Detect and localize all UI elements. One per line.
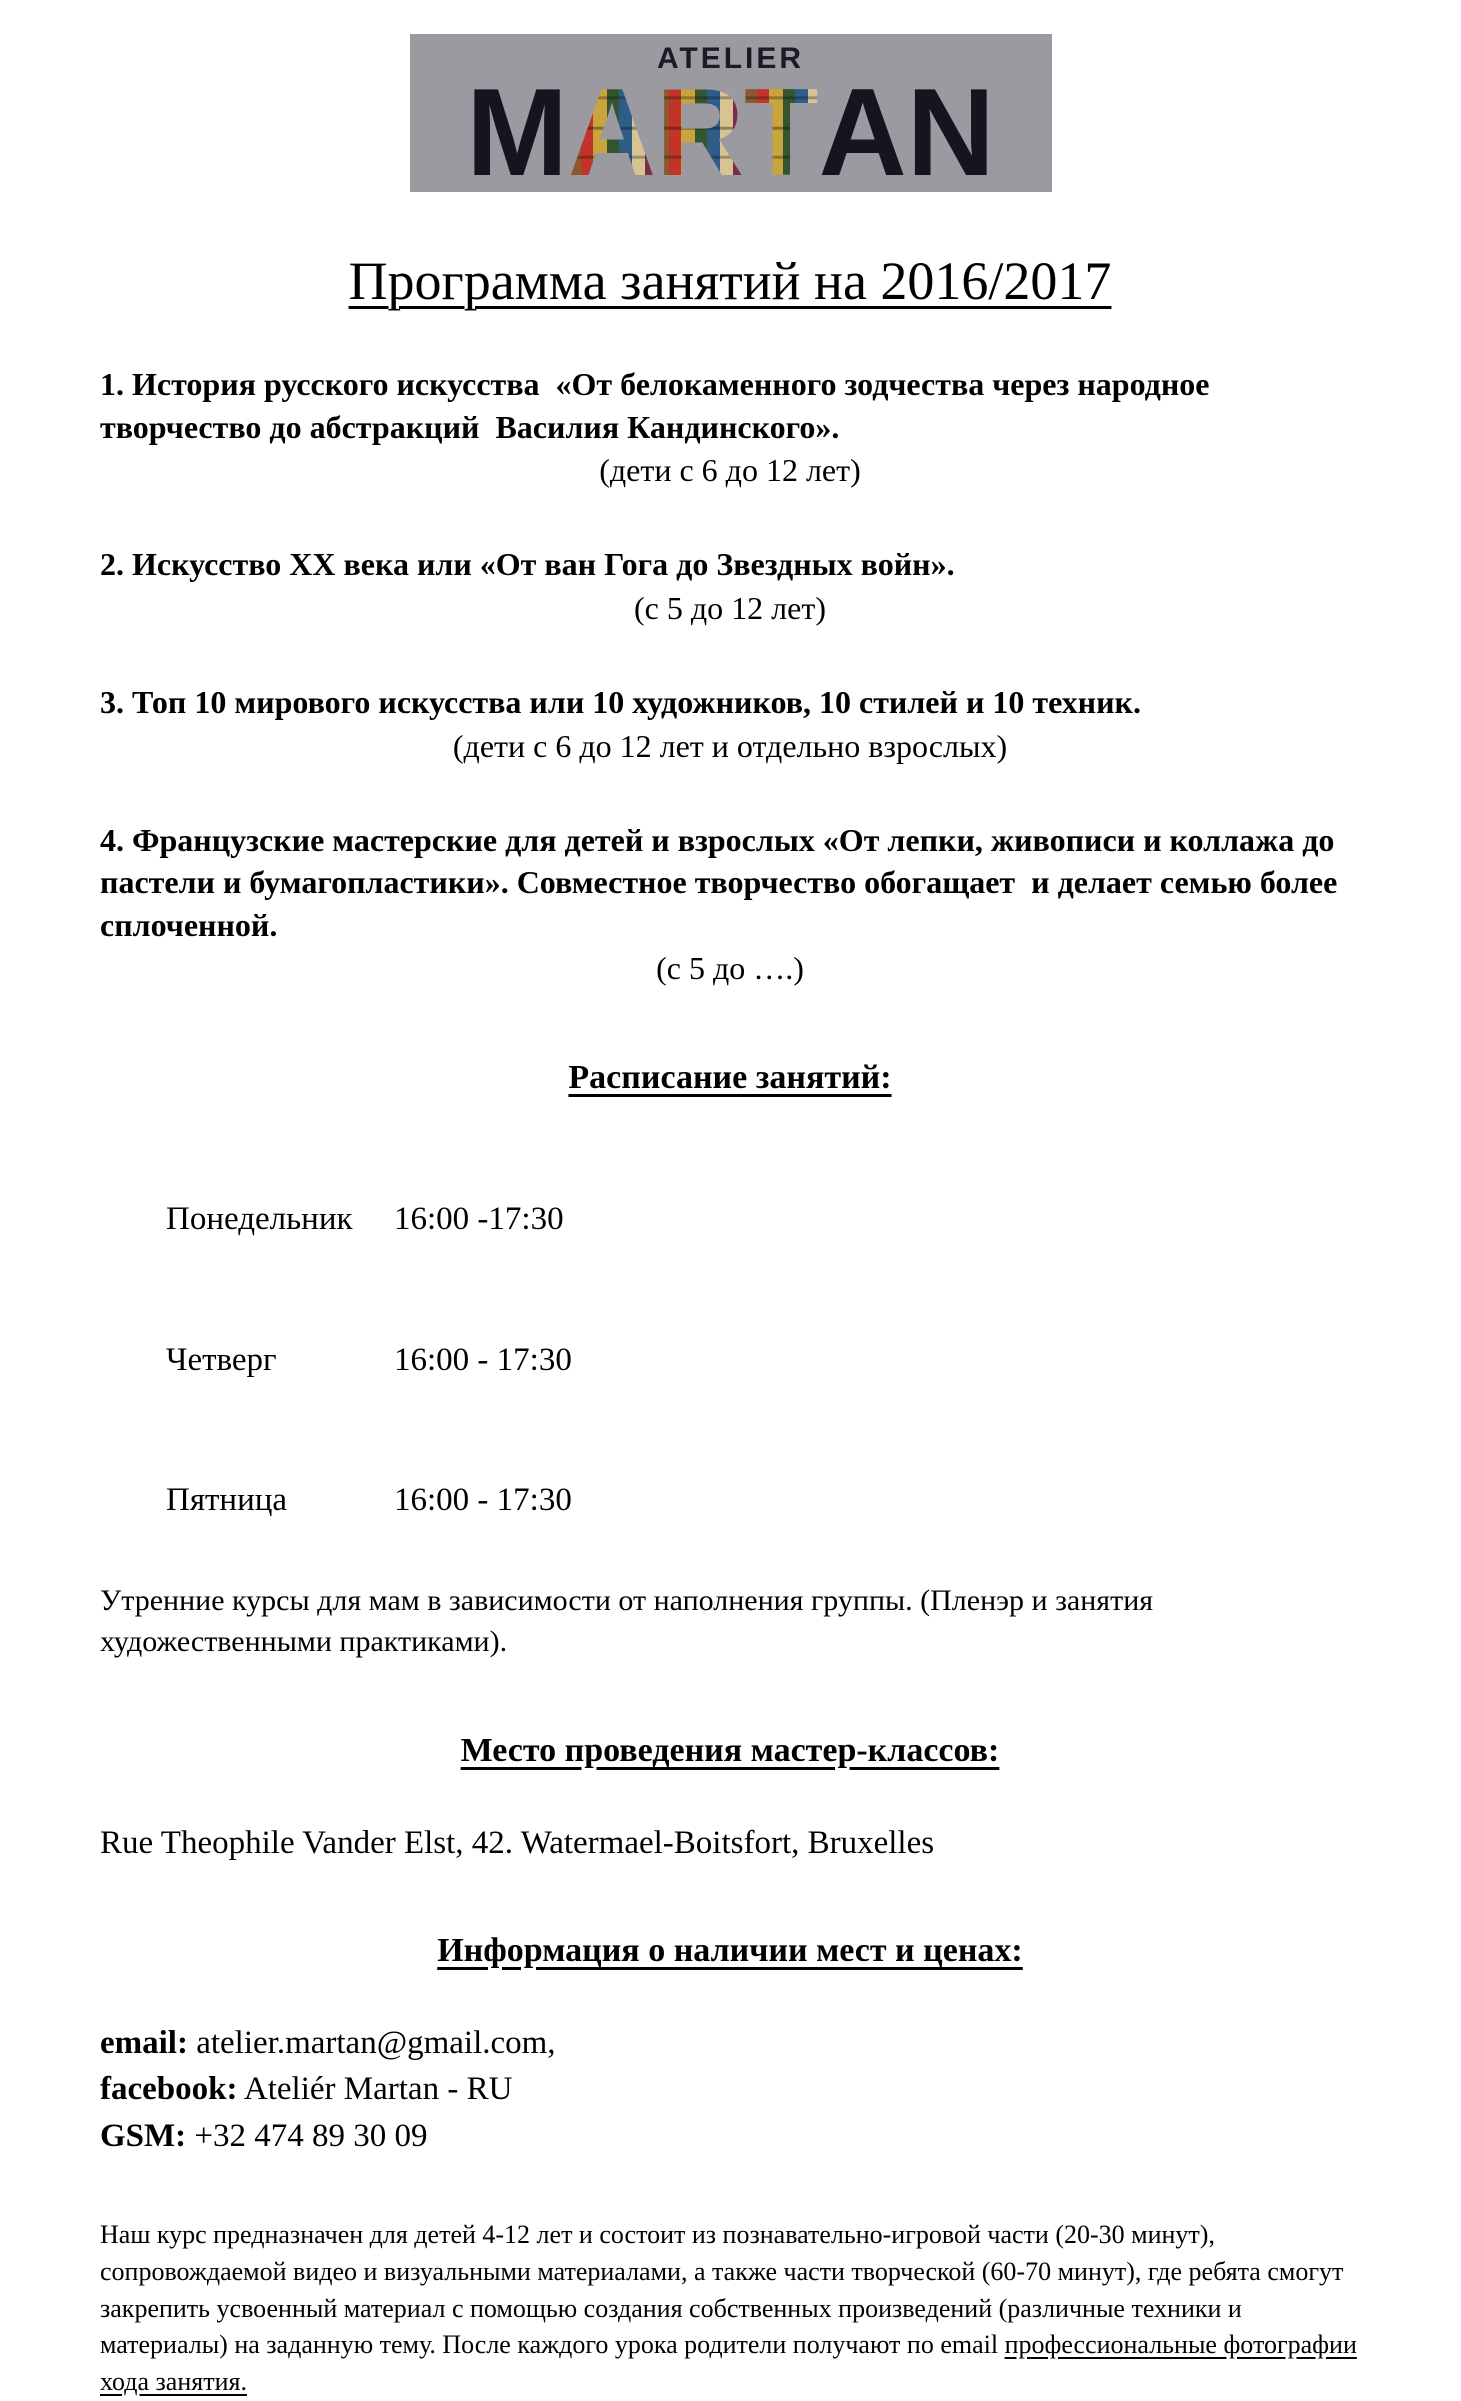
- logo-letter: M: [466, 62, 568, 202]
- logo-letter: A: [818, 62, 907, 202]
- facebook-value: Ateliér Martan - RU: [237, 2071, 513, 2108]
- schedule-heading: Расписание занятий:: [568, 1059, 892, 1097]
- gsm-value: +32 474 89 30 09: [186, 2117, 428, 2154]
- program-item-2: [100, 543, 1360, 629]
- logo-letter-art-collage: T: [744, 62, 819, 202]
- facebook-label: facebook:: [100, 2071, 238, 2108]
- program-item-1-text: 1. История русского искусства «От белокаменного зодчества через народное творчество до абстракций Василия Кандинского».: [100, 366, 1226, 445]
- contacts-block: [100, 2020, 1360, 2159]
- schedule-note: Утренние курсы для мам в зависимости от наполнения группы. (Пленэр и занятия художественными практиками).: [100, 1584, 1154, 1658]
- email-label: email:: [100, 2025, 188, 2062]
- location-heading: Место проведения мастер-классов:: [460, 1732, 1000, 1770]
- program-item-2-text: 2. Искусство ХХ века или «От ван Гога до Звездных войн».: [100, 546, 955, 583]
- address-line: Rue Theophile Vander Elst, 42. Watermael-Boitsfort, Bruxelles: [100, 1825, 935, 1862]
- course-description-underlined: профессиональные фотографии хода занятия.: [100, 2330, 1357, 2397]
- email-value: atelier.martan@gmail.com,: [187, 2025, 556, 2062]
- atelier-martan-logo: [410, 34, 1052, 202]
- contact-gsm-line: [100, 2113, 1360, 2159]
- contact-facebook-line: [100, 2066, 1360, 2112]
- course-description-text: Наш курс предназначен для детей 4-12 лет и состоит из познавательно-игровой части (20-30 минут), сопровождаемой видео и визуальными материалами, а также части творческой (60-70 минут), где ребята смогут закрепить усвоенный материал с помощью создания собственных произведений (различные техники и материалы) на заданную тему. После каждого урока родители получают по email: [100, 2219, 1344, 2360]
- contact-email-line: [100, 2020, 1360, 2066]
- program-item-4-ages: (с 5 до ….): [656, 949, 804, 986]
- schedule-day: Пятница: [166, 1482, 288, 1519]
- program-item-1-ages: (дети с 6 до 12 лет): [599, 451, 861, 488]
- program-item-1: [100, 363, 1360, 491]
- course-description: [100, 2217, 1360, 2401]
- gsm-label: GSM:: [100, 2117, 187, 2154]
- program-item-3: [100, 681, 1360, 767]
- schedule-row-thursday: [100, 1290, 1360, 1431]
- program-item-2-ages: (с 5 до 12 лет): [634, 589, 826, 626]
- schedule-day: Понедельник: [166, 1201, 353, 1238]
- logo-letter-art-collage: A: [567, 62, 656, 202]
- program-item-3-text: 3. Топ 10 мирового искусства или 10 художников, 10 стилей и 10 техник.: [100, 684, 1141, 721]
- document-body: [100, 252, 1360, 2401]
- flyer-page: [0, 34, 1461, 2397]
- schedule-time: 16:00 - 17:30: [394, 1482, 572, 1519]
- program-item-4-text: 4. Французские мастерские для детей и взрослых «От лепки, живописи и коллажа до пастели и бумагопластики». Совместное творчество обогащает и делает семью более сплоченной.: [100, 822, 1346, 943]
- schedule-row-monday: [100, 1149, 1360, 1290]
- program-item-3-ages: (дети с 6 до 12 лет и отдельно взрослых): [452, 727, 1008, 764]
- page-title: Программа занятий на 2016/2017: [348, 251, 1112, 311]
- logo-letter-art-collage: R: [655, 62, 745, 202]
- schedule-row-friday: [100, 1431, 1360, 1572]
- program-item-4: [100, 819, 1360, 989]
- schedule-day: Четверг: [166, 1341, 277, 1378]
- info-heading: Информация о наличии мест и ценах:: [437, 1932, 1023, 1970]
- schedule-table: [100, 1149, 1360, 1662]
- schedule-time: 16:00 -17:30: [394, 1201, 564, 1238]
- logo-martan-wordmark: [410, 62, 1052, 202]
- logo-letter: N: [906, 62, 995, 202]
- schedule-time: 16:00 - 17:30: [394, 1341, 572, 1378]
- logo-atelier-text: ATELIER: [656, 42, 805, 75]
